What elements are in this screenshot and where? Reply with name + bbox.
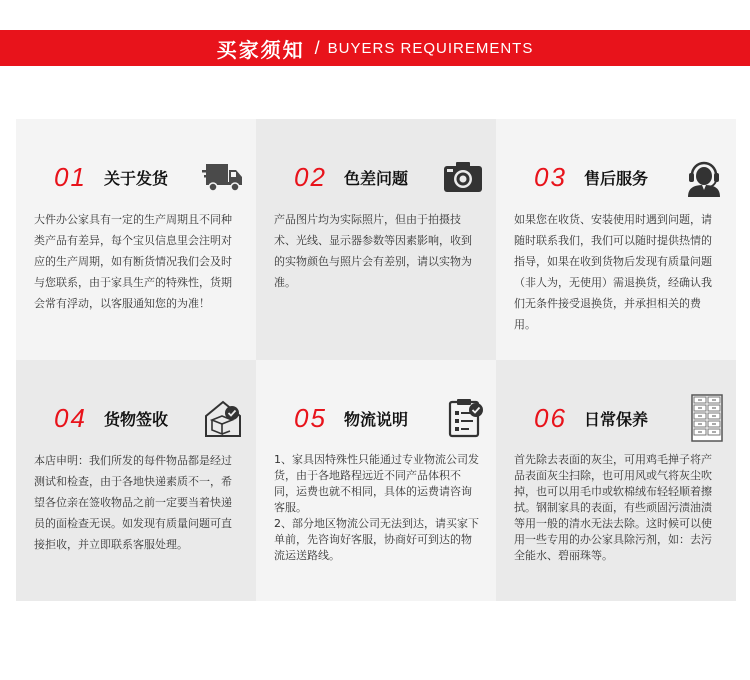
card-text xyxy=(274,452,480,564)
card-paragraph: 1、家具因特殊性只能通过专业物流公司发货，由于各地路程远近不同产品体积不同，运费也就不相同，具体的运费请咨询客服。 xyxy=(274,453,479,514)
card-number: 01 xyxy=(54,161,87,192)
card-logistics xyxy=(256,360,496,601)
card-paragraph: 本店申明：我们所发的每件物品都是经过测试和检查，由于各地快递素质不一，希望各位亲在签收物品之前一定要当着快递员的面检查无误。如发现有质量问题可直接拒收，并立即联系客服处理。 xyxy=(34,454,232,551)
card-header xyxy=(294,398,484,438)
customer-service-icon xyxy=(684,157,724,197)
package-check-icon xyxy=(202,398,244,438)
card-text xyxy=(514,452,720,564)
card-number: 05 xyxy=(294,402,327,433)
card-title: 货物签收 xyxy=(104,409,169,429)
card-title: 物流说明 xyxy=(344,409,409,429)
header-slash: / xyxy=(314,37,320,58)
card-number: 02 xyxy=(294,161,327,192)
card-text xyxy=(514,209,720,335)
card-signing-receipt xyxy=(16,360,256,601)
card-paragraph: 2、部分地区物流公司无法到达，请买家下单前，先咨询好客服，协商好可到达的物流运送路线。 xyxy=(274,517,479,562)
card-title: 色差问题 xyxy=(344,168,409,188)
card-title: 售后服务 xyxy=(584,168,649,188)
camera-icon xyxy=(442,160,484,194)
card-paragraph: 大件办公家具有一定的生产周期且不同种类产品有差异，每个宝贝信息里会注明对应的生产周期，如有断货情况我们会及时与您联系，由于家具生产的特殊性，货期会常有浮动，以客服通知您的为准！ xyxy=(34,213,232,310)
card-number: 06 xyxy=(534,402,567,433)
requirements-grid xyxy=(16,119,736,601)
card-header xyxy=(534,398,724,438)
header-banner xyxy=(0,30,750,66)
card-title: 日常保养 xyxy=(584,409,649,429)
clipboard-check-icon xyxy=(448,398,484,438)
card-text xyxy=(34,450,240,555)
card-paragraph: 如果您在收货、安装使用时遇到问题，请随时联系我们，我们可以随时提供热情的指导，如果在收到货物后发现有质量问题（非人为，无使用）需退换货，经确认我们无条件接受退换货，并承担相关的费用。 xyxy=(514,213,712,331)
card-header xyxy=(54,157,244,197)
header-title-en: BUYERS REQUIREMENTS xyxy=(327,39,534,57)
card-number: 04 xyxy=(54,402,87,433)
card-text xyxy=(274,209,480,293)
header-title-cn: 买家须知 xyxy=(216,37,305,62)
filing-cabinet-icon xyxy=(690,394,724,442)
card-number: 03 xyxy=(534,161,567,192)
card-paragraph: 首先除去表面的灰尘，可用鸡毛掸子将产品表面灰尘扫除，也可用风或气将灰尘吹掉，也可以用毛巾或软棉绒布轻轻顺着擦拭。钢制家具的表面，有些顽固污渍油渍等用一般的清水无法去除。这时候可以使用一些专用的办公家具除污剂，如：去污全能水、碧丽珠等。 xyxy=(514,453,712,562)
card-header xyxy=(294,157,484,197)
card-color-difference xyxy=(256,119,496,360)
card-paragraph: 产品图片均为实际照片，但由于拍摄技术、光线、显示器参数等因素影响，收到的实物颜色与照片会有差别，请以实物为准。 xyxy=(274,213,472,289)
card-text xyxy=(34,209,240,314)
card-shipping xyxy=(16,119,256,360)
card-after-sales xyxy=(496,119,736,360)
card-title: 关于发货 xyxy=(104,168,169,188)
card-header xyxy=(534,157,724,197)
card-header xyxy=(54,398,244,438)
card-daily-maintenance xyxy=(496,360,736,601)
delivery-truck-icon xyxy=(202,160,244,194)
